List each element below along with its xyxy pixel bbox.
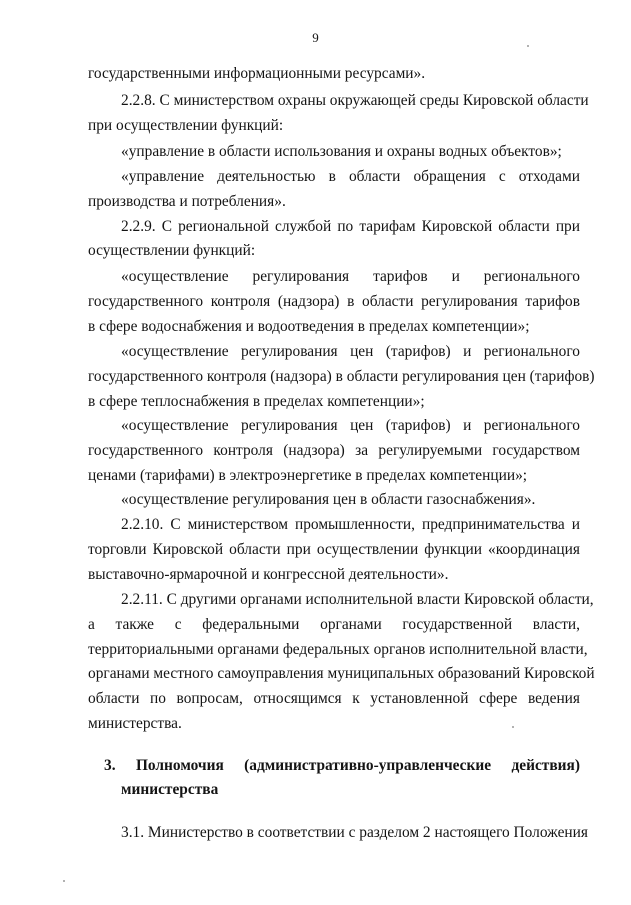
text-line: «управление в области использования и охраны водных объектов»; — [121, 143, 562, 160]
text-line: 2.2.10. С министерством промышленности, предпринимательства и — [121, 516, 580, 533]
text-line: государственными информационными ресурсами». — [88, 65, 426, 82]
text-line: «осуществление регулирования цен (тарифов) и регионального — [121, 417, 580, 434]
page-number: 9 — [312, 30, 319, 45]
text-line: территориальными органами федеральных органов исполнительной власти, — [88, 641, 588, 658]
text-line: 2.2.8. С министерством охраны окружающей среды Кировской области — [121, 92, 589, 109]
text-line: министерства. — [88, 715, 182, 732]
text-line: «осуществление регулирования цен в области газоснабжения». — [121, 491, 536, 508]
text-line: «управление деятельностью в области обращения с отходами — [121, 168, 580, 185]
text-line: в сфере теплоснабжения в пределах компетенции»; — [88, 393, 425, 410]
text-line: государственного контроля (надзора) в области регулирования тарифов — [88, 293, 580, 310]
text-line: «осуществление регулирования тарифов и регионального — [121, 268, 580, 285]
text-line: «осуществление регулирования цен (тарифов) и регионального — [121, 343, 580, 360]
text-line: 2.2.11. С другими органами исполнительной власти Кировской области, — [121, 591, 594, 608]
text-line: 3.1. Министерство в соответствии с разделом 2 настоящего Положения — [121, 824, 588, 841]
text-line: производства и потребления». — [88, 193, 286, 210]
text-line: при осуществлении функций: — [88, 117, 284, 134]
text-line: ценами (тарифами) в электроэнергетике в пределах компетенции»; — [88, 467, 528, 484]
text-line: в сфере водоснабжения и водоотведения в пределах компетенции»; — [88, 318, 530, 335]
text-line: осуществлении функций: — [88, 242, 256, 259]
text-line: торговли Кировской области при осуществлении функции «координация — [88, 541, 580, 558]
text-line: органами местного самоуправления муниципальных образований Кировской — [88, 665, 595, 682]
text-line: выставочно-ярмарочной и конгрессной деятельности». — [88, 566, 449, 583]
scan-speck — [527, 45, 529, 47]
text-line: области по вопросам, относящимся к установленной сфере ведения — [88, 690, 580, 707]
section-heading: министерства — [121, 781, 219, 798]
text-line: государственного контроля (надзора) за регулируемыми государством — [88, 442, 580, 459]
text-line: государственного контроля (надзора) в области регулирования цен (тарифов) — [88, 368, 595, 385]
text-line: а также с федеральными органами государственной власти, — [88, 616, 580, 633]
scan-speck — [63, 880, 65, 882]
section-heading: 3. Полномочия (административно-управленческие действия) — [104, 757, 580, 774]
scan-speck — [512, 726, 514, 728]
text-line: 2.2.9. С региональной службой по тарифам Кировской области при — [121, 218, 580, 235]
